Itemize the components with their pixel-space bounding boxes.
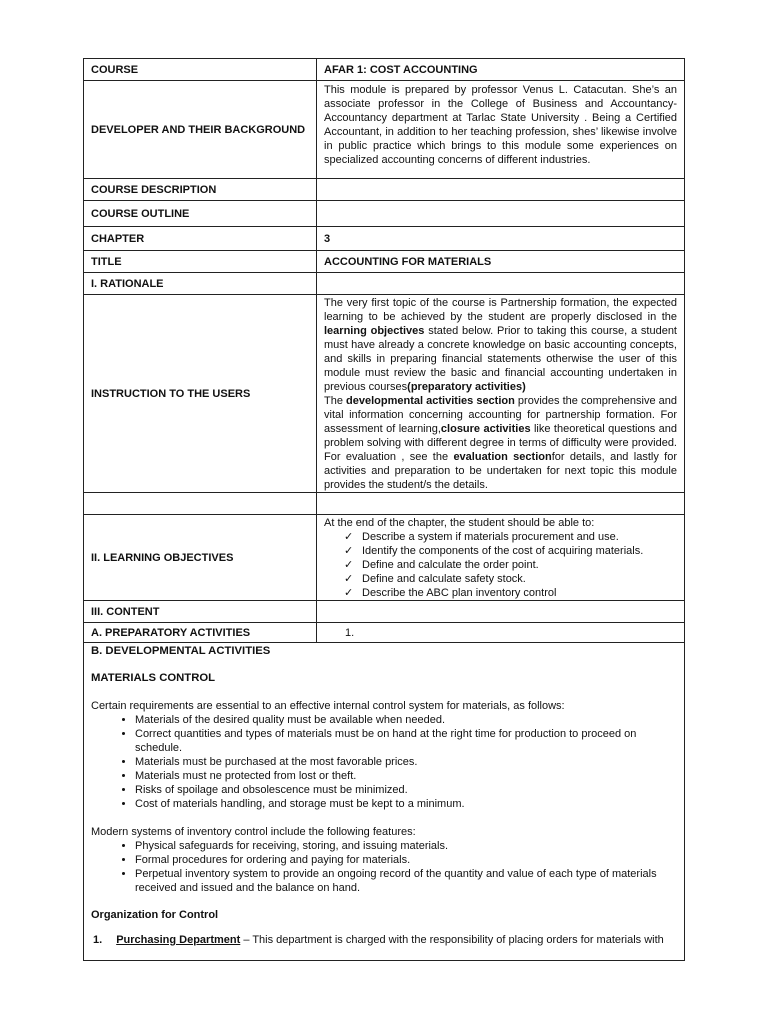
course-outline-label: COURSE OUTLINE xyxy=(84,201,317,227)
row-course-description xyxy=(84,179,685,201)
preparatory-label: A. PREPARATORY ACTIVITIES xyxy=(84,623,317,643)
course-label: COURSE xyxy=(84,59,317,81)
row-content xyxy=(84,601,685,623)
document-page xyxy=(83,58,685,961)
blank-value xyxy=(317,493,685,515)
preparatory-activities-ref: (preparatory activities) xyxy=(407,381,526,393)
instruction-paragraph-1 xyxy=(324,296,677,394)
objective-item: ✓ Define and calculate safety stock. xyxy=(344,572,677,586)
objective-item: ✓ Describe a system if materials procurement and use. xyxy=(344,530,677,544)
preparatory-value: 1. xyxy=(317,623,685,643)
row-developer xyxy=(84,81,685,179)
objectives-intro: At the end of the chapter, the student should be able to: xyxy=(324,517,595,529)
row-developmental xyxy=(84,643,685,961)
feature-item: • Perpetual inventory system to provide an ongoing record of the quantity and value of each type of materials received and issued and the balance on hand. xyxy=(135,867,677,895)
requirement-item: • Materials of the desired quality must be available when needed. xyxy=(135,713,677,727)
objective-item: ✓ Define and calculate the order point. xyxy=(344,558,677,572)
content-value xyxy=(317,601,685,623)
developmental-label: B. DEVELOPMENTAL ACTIVITIES xyxy=(91,645,271,657)
objective-item: ✓ Identify the components of the cost of acquiring materials. xyxy=(344,544,677,558)
row-preparatory xyxy=(84,623,685,643)
row-blank xyxy=(84,493,685,515)
evaluation-section-ref: evaluation section xyxy=(453,451,552,463)
row-rationale xyxy=(84,273,685,295)
requirement-item: • Materials must be purchased at the most favorable prices. xyxy=(135,755,677,769)
organization-heading: Organization for Control xyxy=(91,909,219,921)
learning-objectives-ref: learning objectives xyxy=(324,325,425,337)
developer-value: This module is prepared by professor Venus L. Catacutan. She’s an associate professor in the College of Business and Accountancy-Accountancy department at Tarlac State University . Being a Certified Accountant, in addition to her teaching profession, shes’ likewise involve in public practice which brings to this module some experiences on specialized accounting concerns of different industries. xyxy=(317,81,685,179)
requirements-intro: Certain requirements are essential to an effective internal control system for materials, as follows: xyxy=(91,700,565,712)
course-outline-value xyxy=(317,201,685,227)
course-description-value xyxy=(317,179,685,201)
requirement-item: • Materials must ne protected from lost or theft. xyxy=(135,769,677,783)
instruction-text: The xyxy=(324,395,347,407)
course-module-table xyxy=(83,58,685,961)
purchasing-department-title: Purchasing Department xyxy=(116,934,241,946)
instruction-text: provides the comprehensive and vital information concerning accounting for partnership formation. For assessment of learning, xyxy=(324,395,678,435)
materials-control-heading: MATERIALS CONTROL xyxy=(91,672,216,684)
requirement-item: • Cost of materials handling, and storage must be kept to a minimum. xyxy=(135,797,677,811)
instruction-text: for details, and lastly for activities and preparation to be undertaken for next topic this module provides the student/s the details. xyxy=(324,451,678,491)
developmental-cell xyxy=(84,643,685,961)
row-instruction xyxy=(84,295,685,493)
instruction-label: INSTRUCTION TO THE USERS xyxy=(84,295,317,493)
blank-label xyxy=(84,493,317,515)
row-chapter xyxy=(84,227,685,251)
row-title xyxy=(84,251,685,273)
instruction-value xyxy=(317,295,685,493)
requirement-item: • Risks of spoilage and obsolescence must be minimized. xyxy=(135,783,677,797)
feature-item: • Formal procedures for ordering and paying for materials. xyxy=(135,853,677,867)
learning-objectives-value xyxy=(317,515,685,601)
feature-item: • Physical safeguards for receiving, storing, and issuing materials. xyxy=(135,839,677,853)
instruction-text: stated below. Prior to taking this course, a student must have already a concrete knowledge on basic accounting concepts, and skills in preparing financial statements otherwise the user of this module must review the basic and financial accounting undertaken in previous courses xyxy=(324,325,677,393)
features-intro: Modern systems of inventory control include the following features: xyxy=(91,826,416,838)
instruction-text: The very first topic of the course is Partnership formation, the expected learning to be achieved by the student are properly disclosed in the xyxy=(324,297,677,323)
requirements-list xyxy=(91,713,677,811)
instruction-paragraph-2 xyxy=(324,394,677,492)
learning-objectives-label: II. LEARNING OBJECTIVES xyxy=(84,515,317,601)
row-course-outline xyxy=(84,201,685,227)
row-learning-objectives xyxy=(84,515,685,601)
closure-activities-ref: closure activities xyxy=(440,423,531,435)
rationale-label: I. RATIONALE xyxy=(84,273,317,295)
title-label: TITLE xyxy=(84,251,317,273)
features-list xyxy=(91,839,677,895)
content-label: III. CONTENT xyxy=(84,601,317,623)
objective-item: ✓ Describe the ABC plan inventory control xyxy=(344,586,677,600)
title-value: ACCOUNTING FOR MATERIALS xyxy=(317,251,685,273)
requirement-item: • Correct quantities and types of materials must be on hand at the right time for production to proceed on schedule. xyxy=(135,727,677,755)
chapter-value: 3 xyxy=(317,227,685,251)
row-course xyxy=(84,59,685,81)
course-value: AFAR 1: COST ACCOUNTING xyxy=(317,59,685,81)
course-description-label: COURSE DESCRIPTION xyxy=(84,179,317,201)
purchasing-department-item xyxy=(91,933,677,947)
instruction-text: like theoretical questions and problem solving with different degree in terms of difficulty were provided. For evaluation , see the xyxy=(324,423,677,463)
developmental-activities-ref: developmental activities section xyxy=(346,395,515,407)
developer-label: DEVELOPER AND THEIR BACKGROUND xyxy=(84,81,317,179)
rationale-value xyxy=(317,273,685,295)
purchasing-department-text: – This department is charged with the responsibility of placing orders for materials with xyxy=(240,934,664,946)
item-number: 1. xyxy=(93,934,103,946)
objectives-list xyxy=(324,530,677,600)
chapter-label: CHAPTER xyxy=(84,227,317,251)
